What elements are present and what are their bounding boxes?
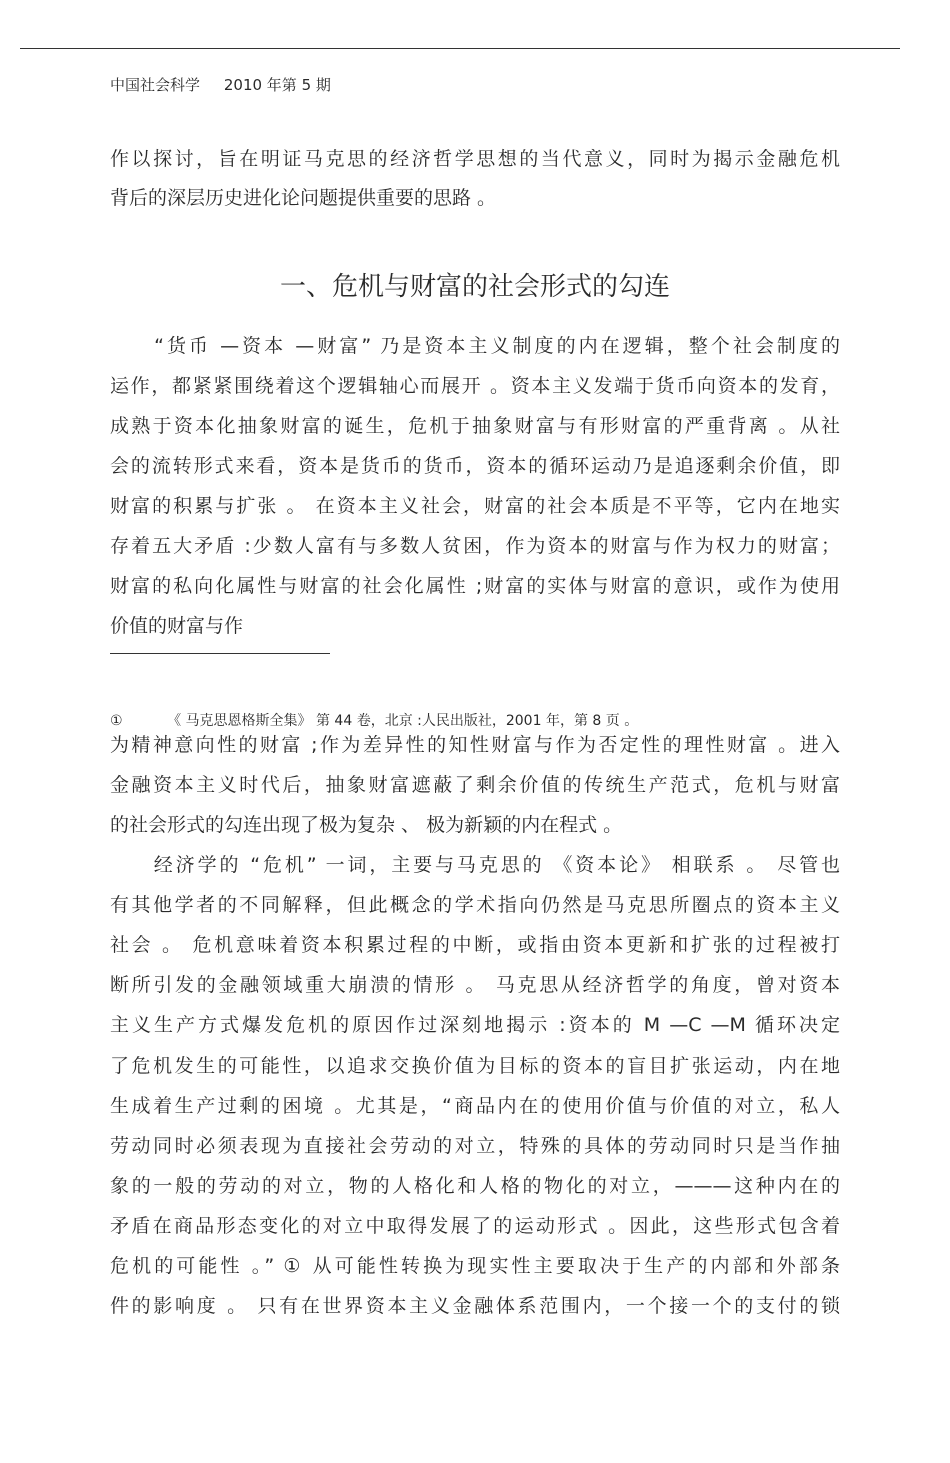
text-line: 主义生产方式爆发危机的原因作过深刻地揭示 :资本的 M —C —M 循环决定: [110, 1014, 840, 1037]
text-line: 运作，都紧紧围绕着这个逻辑轴心而展开 。资本主义发端于货币向资本的发育，: [110, 375, 840, 397]
section-title: 一、危机与财富的社会形式的勾连: [279, 272, 670, 302]
text-line: 存着五大矛盾 :少数人富有与多数人贫困，作为资本的财富与作为权力的财富；: [110, 535, 840, 557]
text-line: 象的一般的劳动的对立，物的人格化和人格的物化的对立，———这种内在的: [110, 1174, 840, 1197]
text-line: 劳动同时必须表现为直接社会劳动的对立，特殊的具体的劳动同时只是当作抽: [110, 1134, 840, 1157]
text-line: 会的流转形式来看，资本是货币的货币，资本的循环运动乃是追逐剩余价值，即: [110, 455, 840, 477]
text-line: 的社会形式的勾连出现了极为复杂 、 极为新颖的内在程式 。: [110, 814, 623, 837]
text-line: 为精神意向性的财富 ;作为差异性的知性财富与作为否定性的理性财富 。进入: [110, 734, 840, 756]
text-line: 有其他学者的不同解释，但此概念的学术指向仍然是马克思所圈点的资本主义: [110, 894, 840, 917]
footnote-rule: [110, 653, 330, 654]
text-line: 生成着生产过剩的困境 。尤其是，“商品内在的使用价值与价值的对立，私人: [110, 1094, 840, 1117]
text-line: 财富的私向化属性与财富的社会化属性 ;财富的实体与财富的意识，或作为使用: [110, 575, 840, 597]
text-line: 件的影响度 。 只有在世界资本主义金融体系范围内，一个接一个的支付的锁: [110, 1294, 840, 1317]
journal-name: 中国社会科学: [110, 76, 201, 94]
text-line: 价值的财富与作: [110, 615, 244, 637]
text-line: 经济学的 “危机” 一词，主要与马克思的 《资本论》 相联系 。 尽管也: [110, 854, 840, 877]
header-rule: [20, 48, 900, 49]
text-line: 成熟于资本化抽象财富的诞生，危机于抽象财富与有形财富的严重背离 。从社: [110, 415, 840, 437]
text-line: 金融资本主义时代后，抽象财富遮蔽了剩余价值的传统生产范式，危机与财富: [110, 774, 840, 797]
text-line: 危机的可能性 。” ① 从可能性转换为现实性主要取决于生产的内部和外部条: [110, 1254, 840, 1277]
text-line: 财富的积累与扩张 。 在资本主义社会，财富的社会本质是不平等，它内在地实: [110, 495, 840, 517]
running-header: [110, 74, 331, 95]
text-line: “货币 —资本 —财富” 乃是资本主义制度的内在逻辑，整个社会制度的: [110, 335, 840, 357]
text-line: 了危机发生的可能性，以追求交换价值为目标的资本的盲目扩张运动，内在地: [110, 1054, 840, 1077]
text-line: 社会 。 危机意味着资本积累过程的中断，或指由资本更新和扩张的过程被打: [110, 934, 840, 957]
intro-line: 背后的深层历史进化论问题提供重要的思路 。: [110, 187, 497, 209]
footnote: [110, 710, 638, 730]
footnote-text: 《 马克思恩格斯全集》 第 44 卷，北京 :人民出版社，2001 年，第 8 页 。: [167, 713, 639, 729]
intro-line: 作以探讨，旨在明证马克思的经济哲学思想的当代意义，同时为揭示金融危机: [110, 148, 840, 170]
text-line: 断所引发的金融领域重大崩溃的情形 。 马克思从经济哲学的角度，曾对资本: [110, 974, 840, 997]
issue-label: 2010 年第 5 期: [223, 76, 331, 94]
footnote-marker: ①: [110, 713, 123, 729]
text-line: 矛盾在商品形态变化的对立中取得发展了的运动形式 。因此，这些形式包含着: [110, 1214, 840, 1237]
